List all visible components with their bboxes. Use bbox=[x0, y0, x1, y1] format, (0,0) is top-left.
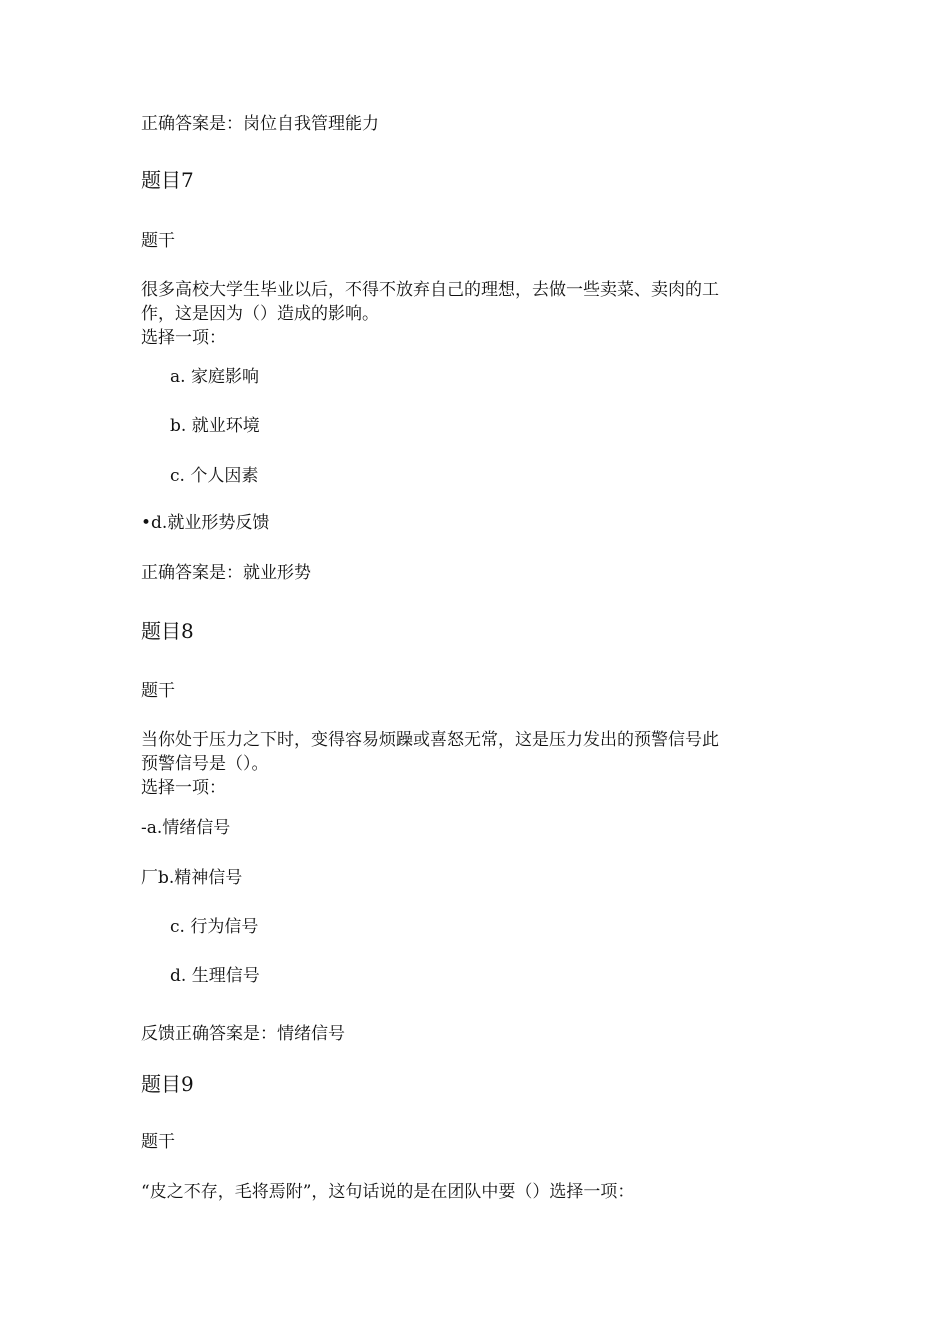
option-8b[interactable]: 厂b.精神信号 bbox=[141, 868, 243, 888]
answer-q6: 正确答案是：岗位自我管理能力 bbox=[141, 114, 379, 134]
question-title-8: 题目8 bbox=[141, 619, 194, 643]
stem-line: 预警信号是（）。 bbox=[141, 754, 269, 774]
option-7d[interactable]: •d.就业形势反馈 bbox=[141, 513, 270, 533]
question-stem-8 bbox=[141, 728, 821, 800]
choice-prompt: 选择一项： bbox=[141, 328, 226, 348]
option-7b[interactable]: b. 就业环境 bbox=[170, 416, 260, 436]
stem-label-7: 题干 bbox=[141, 231, 175, 251]
stem-line: 作，这是因为（）造成的影响。 bbox=[141, 304, 379, 324]
option-7a[interactable]: a. 家庭影响 bbox=[170, 367, 259, 387]
option-8d[interactable]: d. 生理信号 bbox=[170, 966, 260, 986]
stem-label-8: 题干 bbox=[141, 681, 175, 701]
answer-q8: 反馈正确答案是：情绪信号 bbox=[141, 1024, 345, 1044]
choice-prompt: 选择一项： bbox=[141, 778, 226, 798]
question-stem-9: “皮之不存，毛将焉附”，这句话说的是在团队中要（）选择一项： bbox=[141, 1182, 635, 1202]
option-8a[interactable]: -a.情绪信号 bbox=[141, 818, 231, 838]
question-title-9: 题目9 bbox=[141, 1072, 194, 1096]
stem-line: 很多高校大学生毕业以后，不得不放弃自己的理想，去做一些卖菜、卖肉的工 bbox=[141, 280, 719, 300]
question-title-7: 题目7 bbox=[141, 168, 194, 192]
option-8c[interactable]: c. 行为信号 bbox=[170, 917, 259, 937]
answer-q7: 正确答案是：就业形势 bbox=[141, 563, 311, 583]
option-7c[interactable]: c. 个人因素 bbox=[170, 466, 259, 486]
question-stem-7 bbox=[141, 278, 821, 350]
stem-label-9: 题干 bbox=[141, 1132, 175, 1152]
stem-line: 当你处于压力之下时，变得容易烦躁或喜怒无常，这是压力发出的预警信号此 bbox=[141, 730, 719, 750]
